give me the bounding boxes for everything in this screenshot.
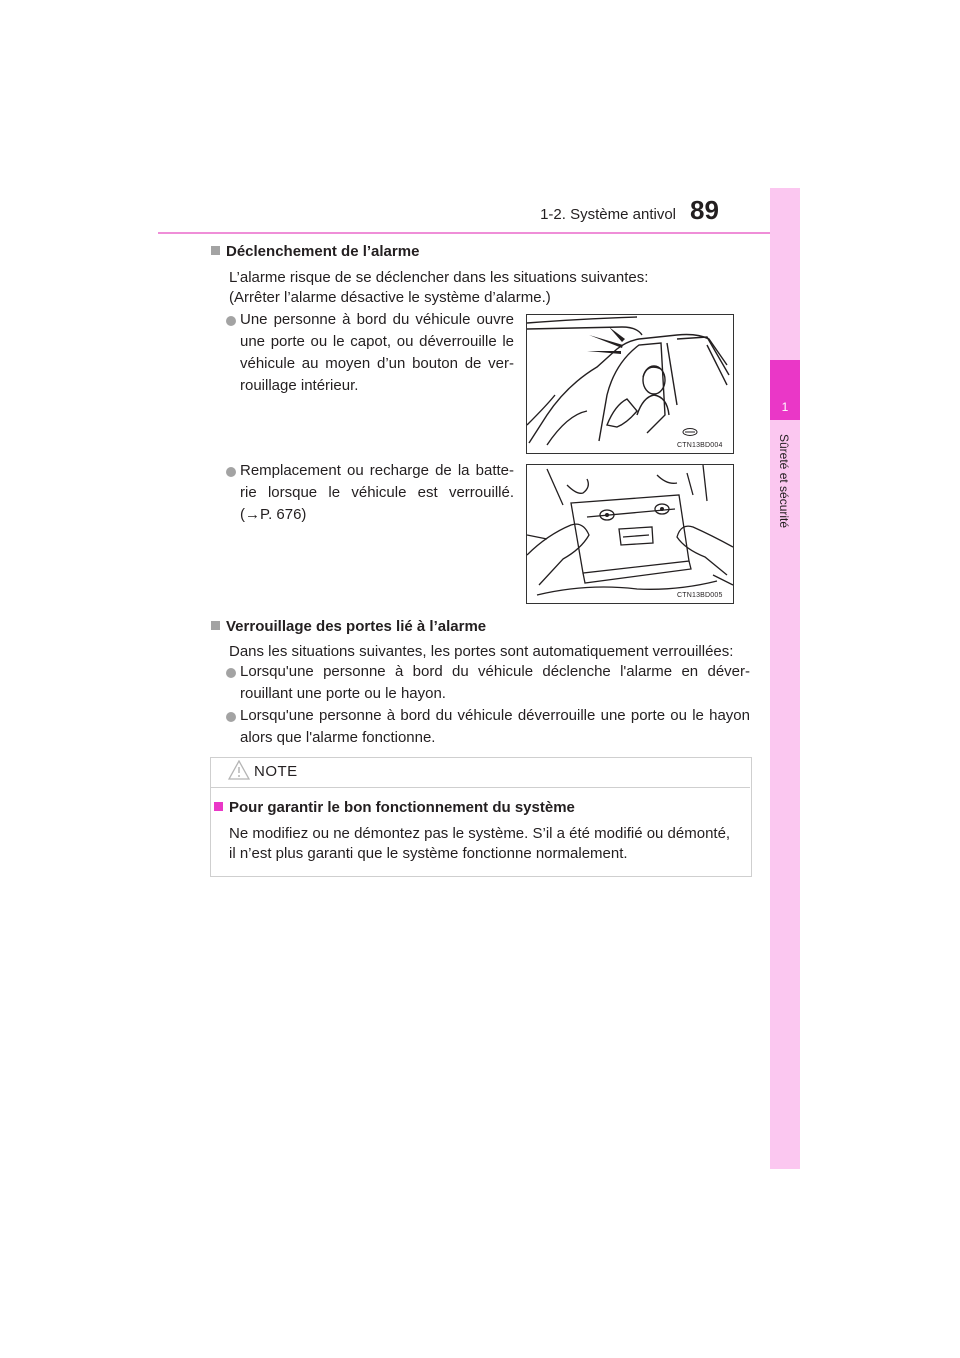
alarm-intro-1: L’alarme risque de se déclencher dans les situations suivantes: — [229, 269, 649, 286]
square-bullet-icon — [211, 621, 220, 630]
chapter-tab — [770, 188, 800, 1169]
note-divider — [211, 787, 750, 788]
note-title: NOTE — [254, 763, 298, 780]
page-number: 89 — [690, 195, 719, 225]
section-title: 1-2. Système antivol — [540, 206, 676, 223]
locking-heading: Verrouillage des portes lié à l’alarme — [211, 618, 486, 635]
car-door-illustration — [527, 315, 733, 453]
bullet-icon — [226, 316, 236, 326]
locking-intro: Dans les situations suivantes, les portes sont automatiquement verrouillées: — [229, 643, 734, 660]
chapter-number: 1 — [781, 400, 789, 414]
square-bullet-icon — [211, 246, 220, 255]
alarm-heading: Déclenchement de l’alarme — [211, 243, 419, 260]
figure-code: CTN13BD005 — [677, 592, 723, 599]
note-line-1: Ne modifiez ou ne démontez pas le système. S’il a été modifié ou démonté, — [229, 825, 731, 842]
locking-bullet-2: Lorsqu'une personne à bord du véhicule déverrouille une porte ou le hayon alors que l'alarme fonctionne. — [240, 707, 750, 746]
header-rule — [158, 232, 798, 234]
figure-code: CTN13BD004 — [677, 442, 723, 449]
figure-battery — [526, 464, 734, 604]
note-heading: Pour garantir le bon fonctionnement du système — [214, 799, 575, 816]
alarm-intro-2: (Arrêter l’alarme désactive le système d’alarme.) — [229, 289, 551, 306]
bullet-icon — [226, 668, 236, 678]
figure-door-alarm — [526, 314, 734, 454]
bullet-icon — [226, 467, 236, 477]
battery-illustration — [527, 465, 733, 603]
chapter-label: Sûreté et sécurité — [777, 434, 791, 529]
alarm-bullet-1: Une personne à bord du véhicule ouvre une porte ou le capot, ou déverrouille le véhicule au moyen d’un bouton de ver- rouillage intérieur. — [240, 311, 514, 394]
bullet-icon — [226, 712, 236, 722]
note-line-2: il n’est plus garanti que le système fonctionne normalement. — [229, 845, 628, 862]
square-bullet-icon — [214, 802, 223, 811]
alarm-bullet-2: Remplacement ou recharge de la batte- rie lorsque le véhicule est verrouillé. (→P. 676) — [240, 462, 514, 523]
locking-bullet-1: Lorsqu'une personne à bord du véhicule déclenche l'alarme en déver- rouillant une porte ou le hayon. — [240, 663, 750, 702]
warning-triangle-icon — [228, 760, 250, 780]
